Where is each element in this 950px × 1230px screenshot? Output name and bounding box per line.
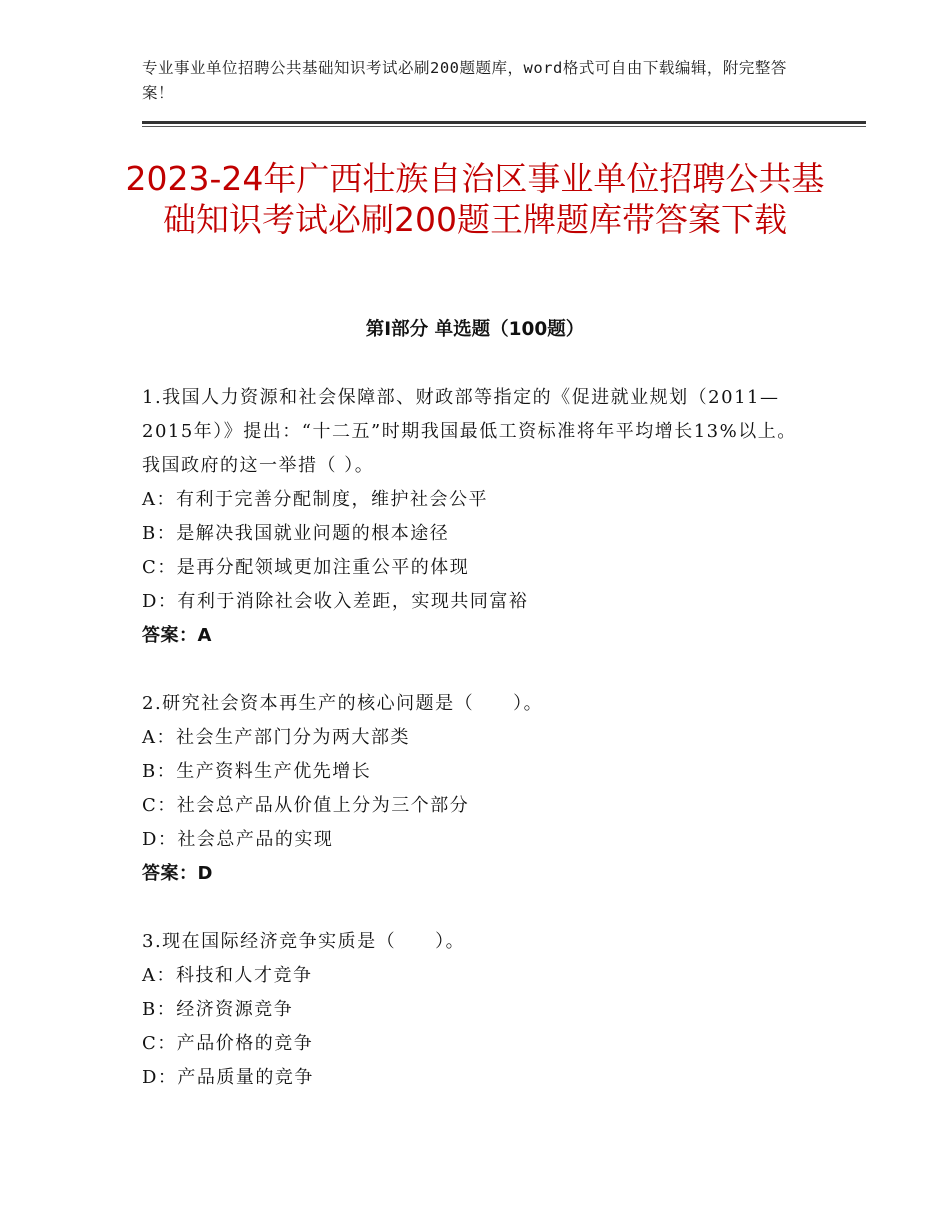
question-stem: 3.现在国际经济竞争实质是（ ）。 xyxy=(142,931,466,952)
section-heading: 第Ⅰ部分 单选题（100题） xyxy=(365,319,585,340)
option-a: A：科技和人才竞争 xyxy=(142,965,313,986)
option-c: C：产品价格的竞争 xyxy=(142,1033,314,1054)
option-c: C：社会总产品从价值上分为三个部分 xyxy=(142,795,470,816)
option-d: D：产品质量的竞争 xyxy=(142,1067,314,1088)
header-rule-thick xyxy=(142,121,866,124)
option-a: A：有利于完善分配制度，维护社会公平 xyxy=(142,489,488,510)
question-stem: 1.我国人力资源和社会保障部、财政部等指定的《促进就业规划（2011—2015年）》提出：“十二五”时期我国最低工资标准将年平均增长13%以上。我国政府的这一举措（ ）。 xyxy=(142,387,797,476)
option-b: B：经济资源竞争 xyxy=(142,999,294,1020)
question-3 xyxy=(142,925,812,1095)
option-d: D：有利于消除社会收入差距，实现共同富裕 xyxy=(142,591,529,612)
option-d: D：社会总产品的实现 xyxy=(142,829,334,850)
header-rule-thin xyxy=(142,126,866,127)
question-list xyxy=(142,381,812,1129)
question-2 xyxy=(142,687,812,891)
header-note: 专业事业单位招聘公共基础知识考试必刷200题题库，word格式可自由下载编辑，附完整答案！ xyxy=(142,59,787,102)
question-1 xyxy=(142,381,812,653)
option-c: C：是再分配领域更加注重公平的体现 xyxy=(142,557,470,578)
option-b: B：生产资料生产优先增长 xyxy=(142,761,372,782)
option-a: A：社会生产部门分为两大部类 xyxy=(142,727,410,748)
document-title: 2023-24年广西壮族自治区事业单位招聘公共基础知识考试必刷200题王牌题库带答案下载 xyxy=(125,159,825,239)
answer-line: 答案：D xyxy=(142,863,213,884)
option-b: B：是解决我国就业问题的根本途径 xyxy=(142,523,450,544)
answer-line: 答案：A xyxy=(142,625,212,646)
question-stem: 2.研究社会资本再生产的核心问题是（ ）。 xyxy=(142,693,544,714)
